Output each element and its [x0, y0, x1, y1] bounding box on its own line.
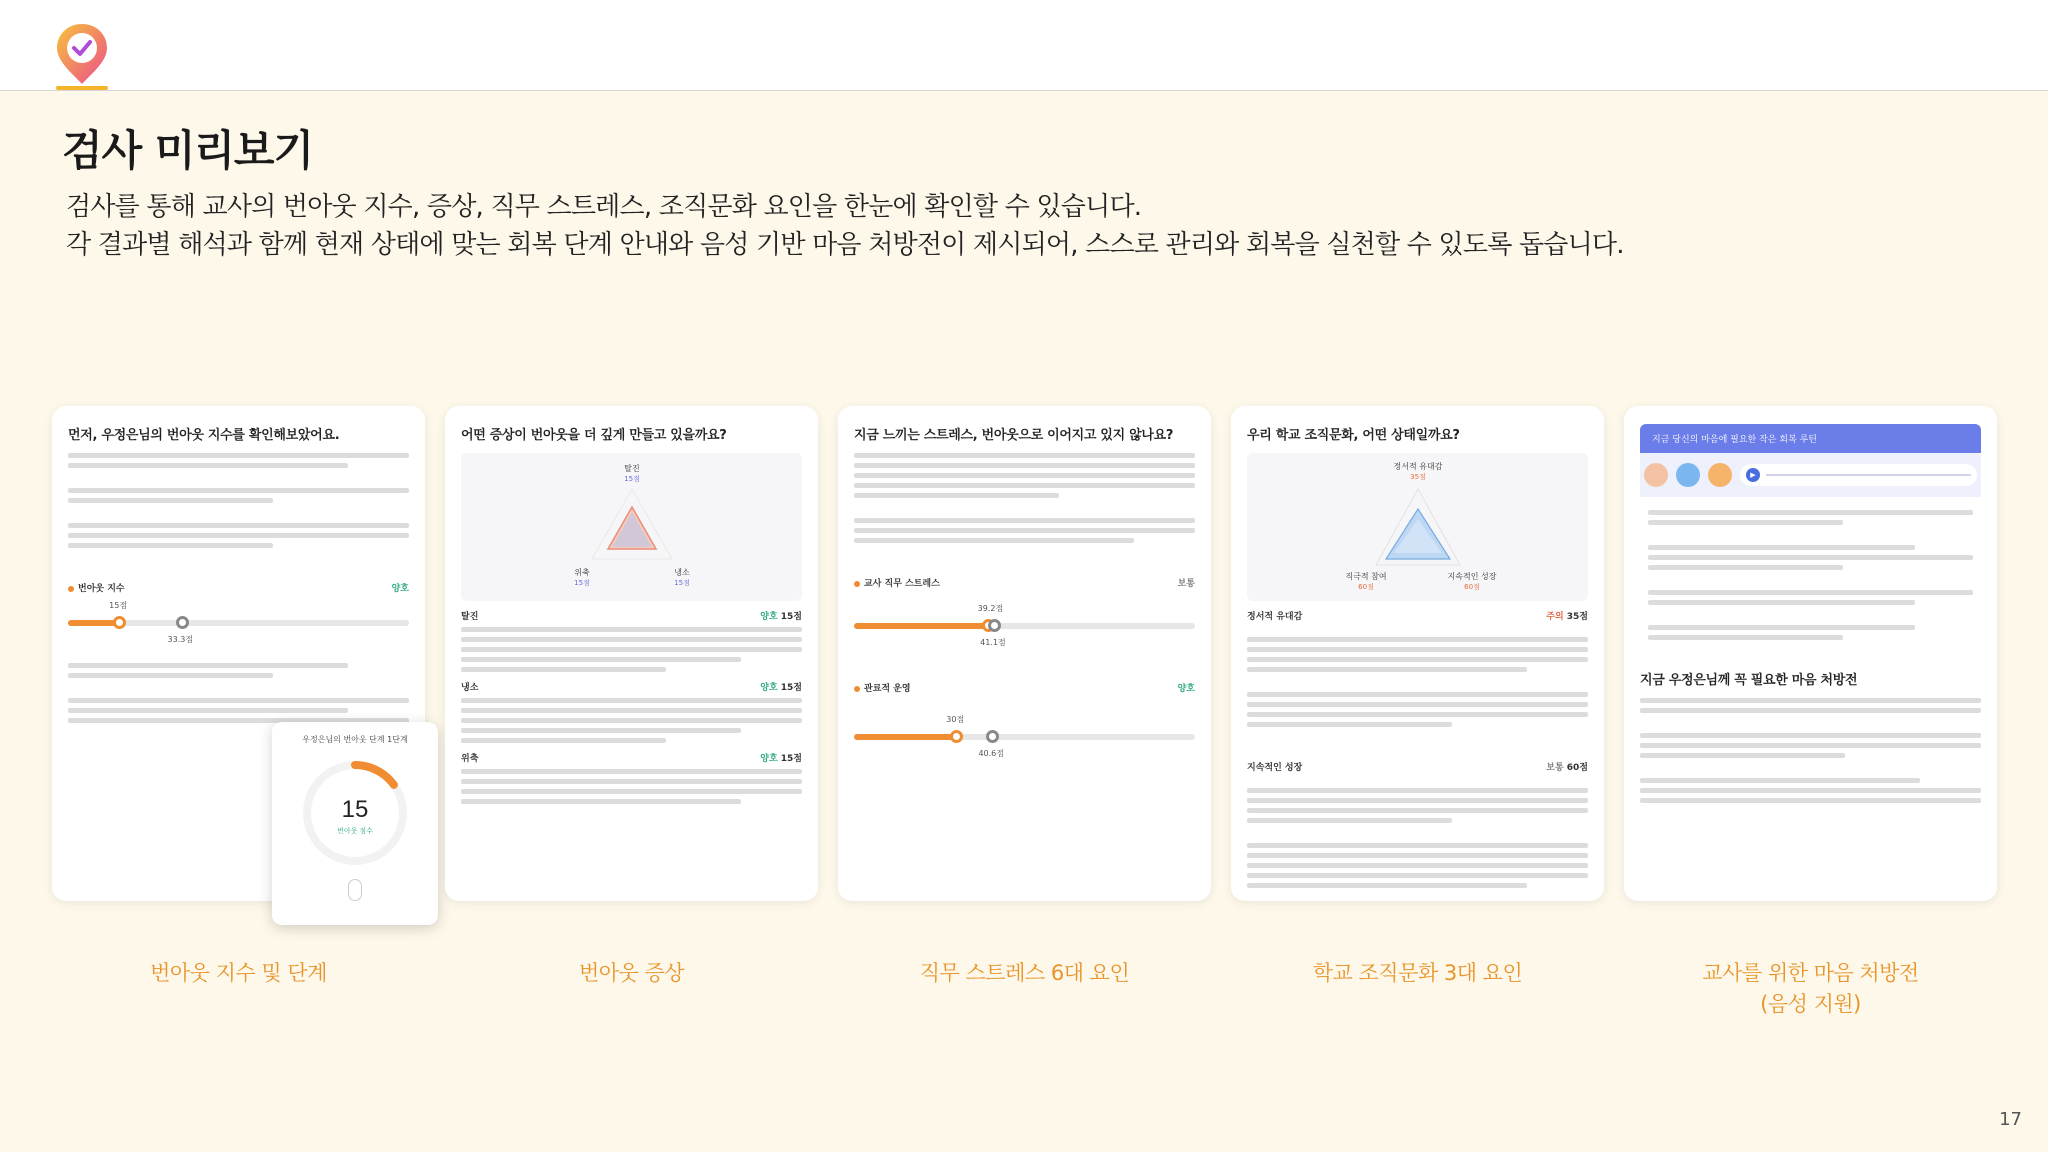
preview-card-job-stress[interactable]	[838, 406, 1211, 901]
culture-row	[1247, 760, 1588, 773]
radar-label: 위축	[573, 568, 590, 577]
burnout-gauge	[295, 753, 415, 873]
preview-card-burnout-symptoms[interactable]	[445, 406, 818, 901]
status-badge: 주의	[1546, 612, 1564, 622]
symptom-row	[461, 751, 802, 764]
symptom-score: 15점	[780, 683, 802, 693]
gauge-score: 15	[341, 796, 369, 823]
factor-name: 정서적 유대감	[1247, 612, 1303, 622]
status-badge: 양호	[760, 612, 778, 622]
symptom-name: 탈진	[461, 612, 479, 622]
play-icon[interactable]: ▶	[1746, 468, 1760, 482]
audio-progress[interactable]	[1766, 474, 1971, 476]
symptom-row	[461, 680, 802, 693]
card-title: 지금 느끼는 스트레스, 번아웃으로 이어지고 있지 않나요?	[854, 428, 1174, 443]
card-title: 어떤 증상이 번아웃을 더 깊게 만들고 있을까요?	[461, 428, 727, 443]
caption-school-culture: 학교 조직문화 3대 요인	[1312, 961, 1523, 985]
average-label: 41.1점	[980, 638, 1006, 647]
average-label: 33.3점	[167, 635, 194, 644]
factor-score: 60점	[1566, 763, 1588, 773]
avatar[interactable]	[1708, 463, 1732, 487]
page-title: 검사 미리보기	[62, 126, 314, 175]
radar-value: 35점	[1409, 473, 1426, 481]
caption-line: 교사를 위한 마음 처방전	[1702, 961, 1919, 985]
caption-burnout-symptoms: 번아웃 증상	[578, 961, 685, 985]
radar-label: 지속적인 성장	[1447, 572, 1496, 581]
factor-name: 지속적인 성장	[1247, 763, 1303, 773]
radar-label: 냉소	[673, 568, 690, 577]
status-badge: 양호	[760, 683, 778, 693]
radar-label: 직극적 참여	[1344, 572, 1387, 581]
audio-section	[1640, 424, 1981, 653]
top-bar	[0, 0, 2048, 91]
card-title: 먼저, 우정은님의 번아웃 지수를 확인해보았어요.	[68, 428, 340, 443]
section-label: 교사 직무 스트레스	[864, 579, 940, 589]
caption-mind-prescription	[1624, 958, 1997, 1020]
status-badge: 양호	[391, 584, 409, 594]
score-label: 15점	[109, 601, 128, 610]
caption-burnout-index: 번아웃 지수 및 단계	[150, 961, 327, 985]
culture-radar-chart	[1258, 457, 1578, 597]
avatar[interactable]	[1676, 463, 1700, 487]
score-label: 30점	[946, 715, 965, 724]
preview-card-school-culture[interactable]	[1231, 406, 1604, 901]
radar-label: 탈진	[623, 464, 640, 473]
gauge-unit: 번아웃 점수	[337, 828, 373, 835]
prescription-title: 지금 우정은님께 꼭 필요한 마음 처방전	[1640, 673, 1858, 688]
radar-value: 15점	[673, 579, 690, 587]
caption-line: (음성 지원)	[1760, 992, 1861, 1016]
job-stress-slider	[854, 604, 1195, 647]
status-badge: 양호	[1177, 684, 1195, 694]
radar-value: 15점	[573, 579, 590, 587]
burnout-score-slider	[68, 601, 409, 644]
symptom-name: 냉소	[461, 683, 479, 693]
bureaucratic-row	[854, 681, 1195, 694]
bureaucratic-slider	[854, 715, 1195, 758]
section-label: 관료적 운영	[864, 684, 911, 694]
job-stress-row	[854, 576, 1195, 589]
symptom-radar-chart	[482, 457, 782, 597]
description-line-1: 검사를 통해 교사의 번아웃 지수, 증상, 직무 스트레스, 조직문화 요인을 한눈에 확인할 수 있습니다.	[66, 192, 1142, 222]
culture-row	[1247, 609, 1588, 622]
prescription-banner: 지금 당신의 마음에 필요한 작은 회복 루틴	[1640, 424, 1981, 453]
radar-value: 60점	[1357, 583, 1374, 591]
popup-title: 우정은님의 번아웃 단계 1단계	[302, 735, 408, 744]
status-badge: 보통	[1177, 579, 1195, 589]
audio-player-row	[1640, 453, 1981, 497]
symptom-row	[461, 609, 802, 622]
status-badge: 양호	[760, 754, 778, 764]
symptom-score: 15점	[780, 612, 802, 622]
symptom-score: 15점	[780, 754, 802, 764]
burnout-stage-popup	[272, 722, 438, 925]
section-label: 번아웃 지수	[78, 584, 125, 594]
radar-value: 60점	[1463, 583, 1480, 591]
caption-job-stress: 직무 스트레스 6대 요인	[919, 961, 1130, 985]
radar-label: 정서적 유대감	[1393, 462, 1442, 471]
scroll-indicator	[348, 879, 362, 901]
burnout-index-row	[68, 581, 409, 594]
page-description	[66, 188, 1624, 264]
avatar[interactable]	[1644, 463, 1668, 487]
card-title: 우리 학교 조직문화, 어떤 상태일까요?	[1247, 428, 1460, 443]
status-badge: 보통	[1546, 763, 1564, 773]
radar-value: 15점	[623, 475, 640, 483]
symptom-name: 위축	[461, 754, 479, 764]
score-label: 39.2점	[977, 604, 1004, 613]
average-label: 40.6점	[978, 749, 1004, 758]
logo-check-pin-icon	[52, 20, 112, 90]
page-number: 17	[1999, 1109, 2022, 1130]
description-line-2: 각 결과별 해석과 함께 현재 상태에 맞는 회복 단계 안내와 음성 기반 마음 처방전이 제시되어, 스스로 관리와 회복을 실천할 수 있도록 돕습니다.	[66, 230, 1624, 260]
factor-score: 35점	[1566, 612, 1588, 622]
preview-card-mind-prescription[interactable]	[1624, 406, 1997, 901]
audio-player[interactable]	[1740, 464, 1977, 486]
